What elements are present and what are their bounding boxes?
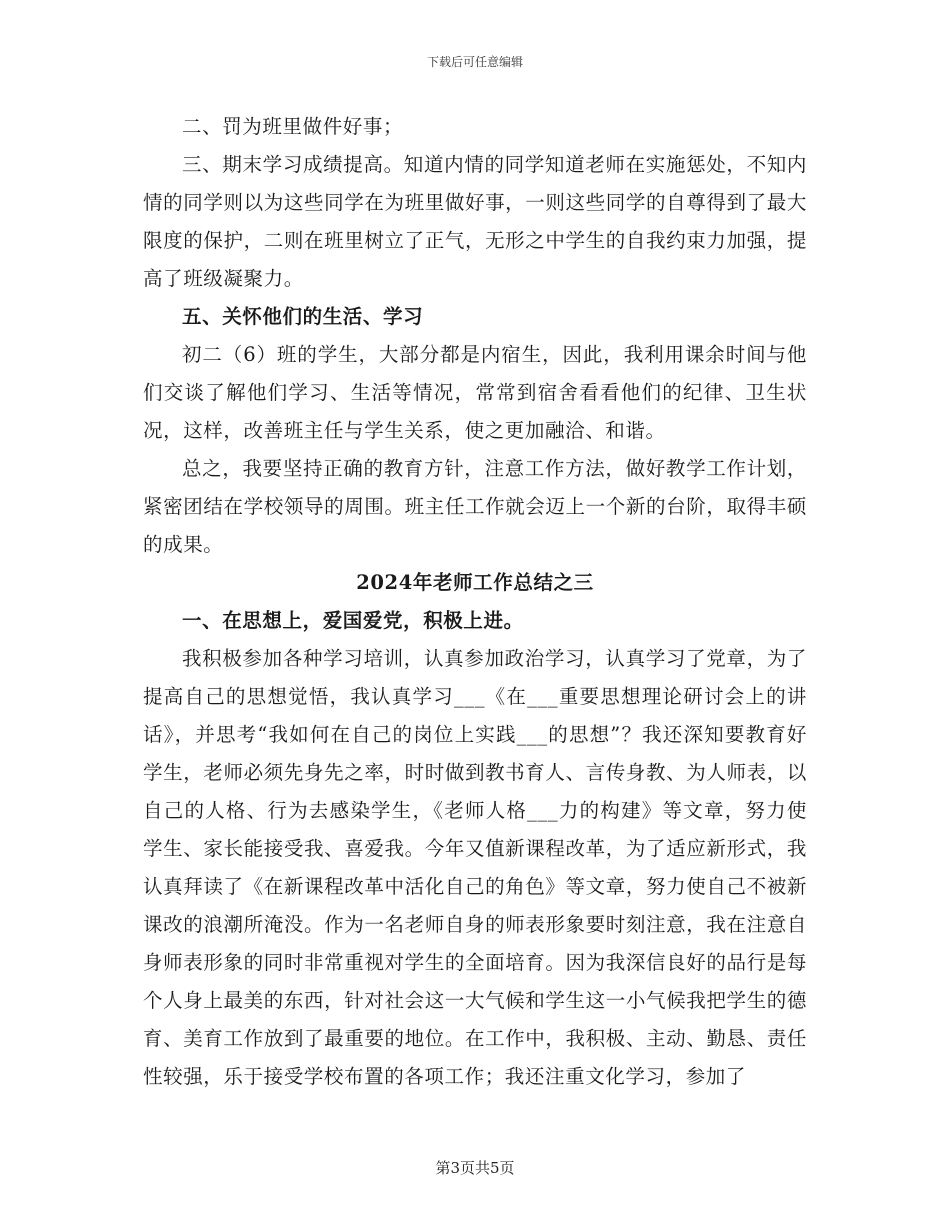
document-body: [143, 108, 807, 1096]
paragraph-study: 我积极参加各种学习培训，认真参加政治学习，认真学习了党章，为了提高自己的思想觉悟，我认真学习___《在___重要思想理论研讨会上的讲话》，并思考“我如何在自己的岗位上实践___的思想”？我还深知要教育好学生，老师必须先身先之率，时时做到教书育人、言传身教、为人师表，以自己的人格、行为去感染学生，《老师人格___力的构建》等文章，努力使学生、家长能接受我、喜爱我。今年又值新课程改革，为了适应新形式，我认真拜读了《在新课程改革中活化自己的角色》等文章，努力使自己不被新课改的浪潮所淹没。作为一名老师自身的师表形象要时刻注意，我在注意自身师表形象的同时非常重视对学生的全面培育。因为我深信良好的品行是每个人身上最美的东西，针对社会这一大气候和学生这一小气候我把学生的德育、美育工作放到了最重要的地位。在工作中，我积极、主动、勤恳、责任性较强，乐于接受学校布置的各项工作；我还注重文化学习，参加了: [143, 647, 807, 1088]
page-header: 下载后可任意编辑: [426, 55, 523, 69]
paragraph-penalty-two: 二、罚为班里做件好事；: [182, 115, 404, 138]
paragraph-class-care: 初二（6）班的学生，大部分都是内宿生，因此，我利用课余时间与他们交谈了解他们学习、生活等情况，常常到宿舍看看他们的纪律、卫生状况，这样，改善班主任与学生关系，使之更加融洽、和谐。: [143, 343, 807, 442]
paragraph-penalty-three: 三、期末学习成绩提高。知道内情的同学知道老师在实施惩处，不知内情的同学则以为这些同学在为班里做好事，一则这些同学的自尊得到了最大限度的保护，二则在班里树立了正气，无形之中学生的自我约束力加强，提高了班级凝聚力。: [143, 153, 807, 290]
document-title: 2024年老师工作总结之三: [356, 571, 594, 594]
section-heading-one: 一、在思想上，爱国爱党，积极上进。: [182, 609, 524, 632]
section-heading-five: 五、关怀他们的生活、学习: [182, 305, 424, 328]
page-number: 第3页共5页: [435, 1159, 515, 1177]
paragraph-conclusion: 总之，我要坚持正确的教育方针，注意工作方法，做好教学工作计划，紧密团结在学校领导的周围。班主任工作就会迈上一个新的台阶，取得丰硕的成果。: [143, 457, 807, 556]
